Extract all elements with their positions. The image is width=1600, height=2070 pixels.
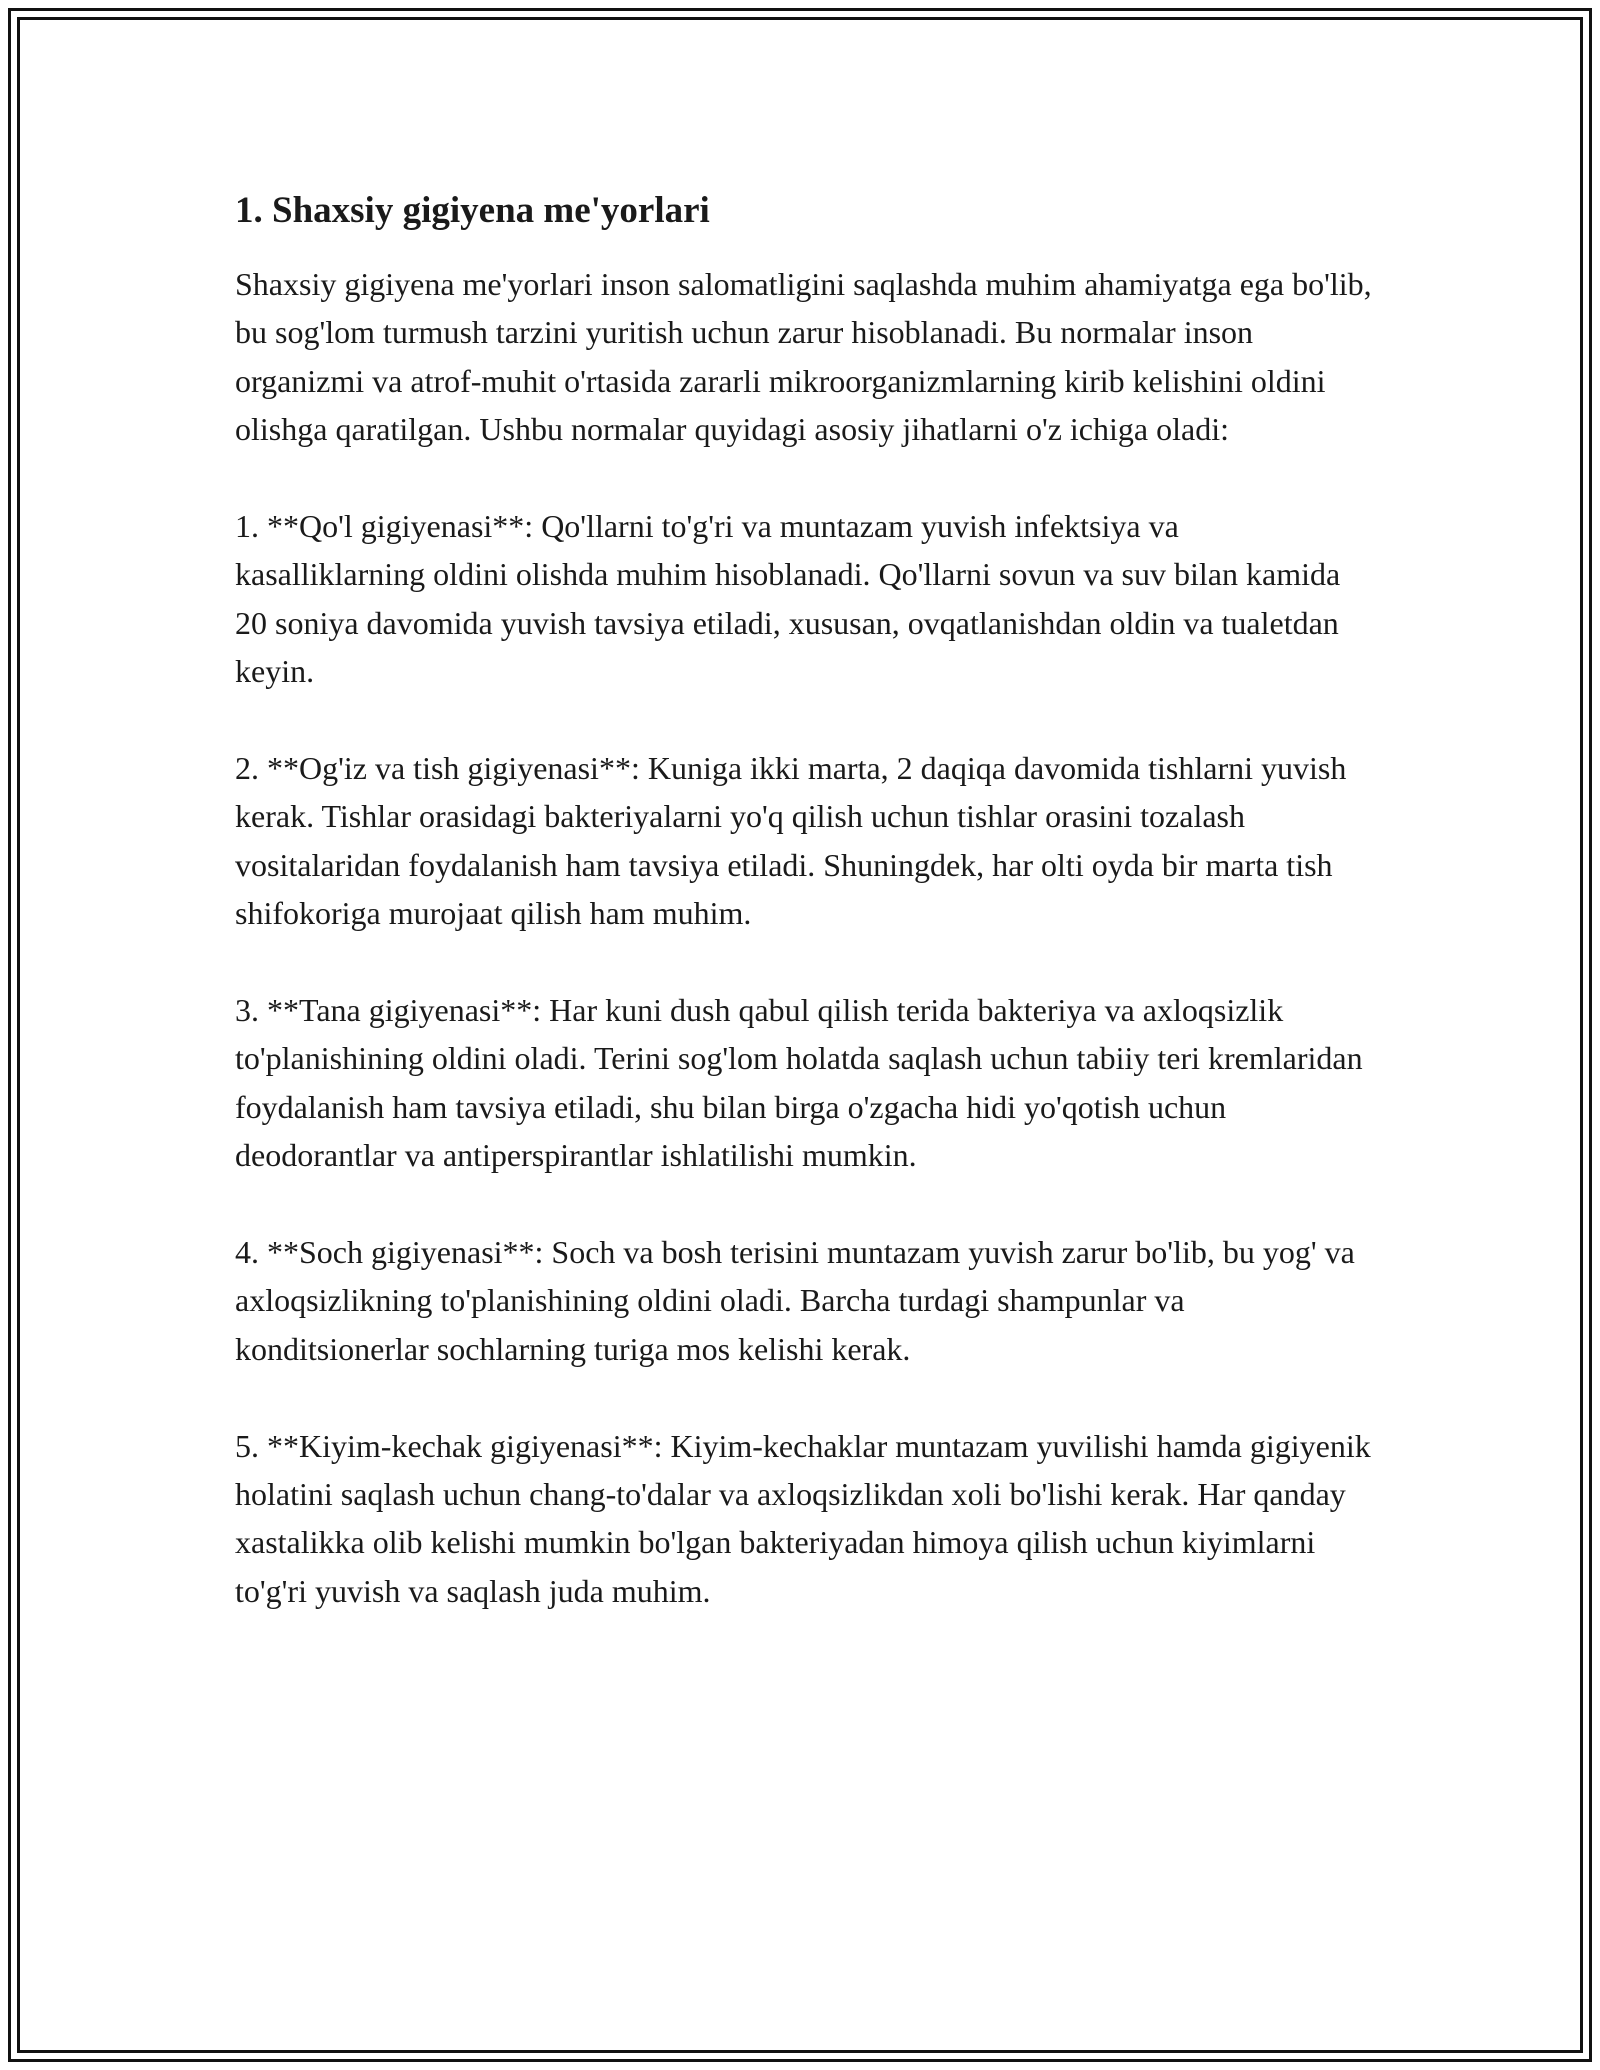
intro-paragraph: Shaxsiy gigiyena me'yorlari inson salomatligini saqlashda muhim ahamiyatga ega bo'lib, bu sog'lom turmush tarzini yuritish uchun zarur hisoblanadi. Bu normalar inson organizmi va atrof-muhit o'rtasida zararli mikroorganizmlarning kirib kelishini oldini olishga qaratilgan. Ushbu normalar quyidagi asosiy jihatlarni o'z ichiga oladi: — [235, 266, 1372, 448]
hand-hygiene-paragraph: 1. **Qo'l gigiyenasi**: Qo'llarni to'g'ri va muntazam yuvish infektsiya va kasalliklarning oldini olishda muhim hisoblanadi. Qo'llarni sovun va suv bilan kamida 20 soniya davomida yuvish tavsiya etiladi, xususan, ovqatlanishdan oldin va tualetdan keyin. — [235, 508, 1341, 690]
clothing-hygiene-paragraph: 5. **Kiyim-kechak gigiyenasi**: Kiyim-kechaklar muntazam yuvilishi hamda gigiyenik holatini saqlash uchun chang-to'dalar va axloqsizlikdan xoli bo'lishi kerak. Har qanday xastalikka olib kelishi mumkin bo'lgan bakteriyadan himoya qilish uchun kiyimlarni to'g'ri yuvish va saqlash juda muhim. — [235, 1427, 1371, 1609]
body-hygiene-paragraph: 3. **Tana gigiyenasi**: Har kuni dush qabul qilish terida bakteriya va axloqsizlik to'planishining oldini oladi. Terini sog'lom holatda saqlash uchun tabiiy teri kremlaridan foydalanish ham tavsiya etiladi, shu bilan birga o'zgacha hidi yo'qotish uchun deodorantlar va antiperspirantlar ishlatilishi mumkin. — [235, 992, 1363, 1174]
document-title: 1. Shaxsiy gigiyena me'yorlari — [235, 190, 710, 231]
oral-hygiene-paragraph: 2. **Og'iz va tish gigiyenasi**: Kuniga ikki marta, 2 daqiqa davomida tishlarni yuvish kerak. Tishlar orasidagi bakteriyalarni yo'q qilish uchun tishlar orasini tozalash vositalaridan foydalanish ham tavsiya etiladi. Shuningdek, har olti oyda bir marta tish shifokoriga murojaat qilish ham muhim. — [235, 750, 1347, 932]
hair-hygiene-paragraph: 4. **Soch gigiyenasi**: Soch va bosh terisini muntazam yuvish zarur bo'lib, bu yog' va axloqsizlikning to'planishining oldini oladi. Barcha turdagi shampunlar va konditsionerlar sochlarning turiga mos kelishi kerak. — [235, 1234, 1355, 1367]
document-body — [235, 188, 1375, 1664]
